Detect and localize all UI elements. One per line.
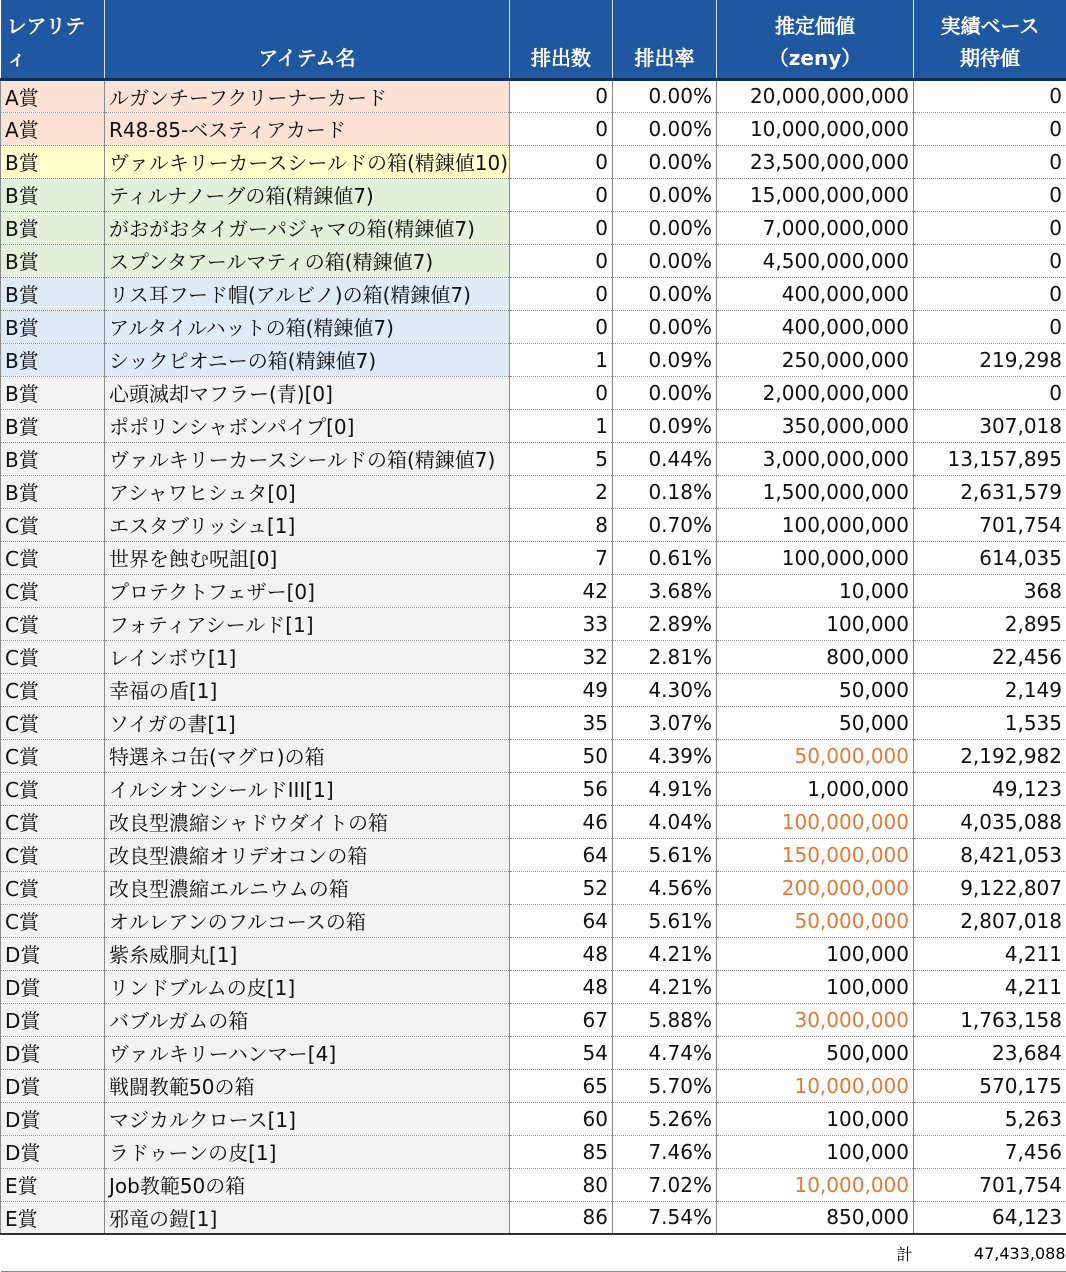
cell-drop-rate: 4.30% <box>613 673 717 706</box>
table-row <box>1 904 1066 937</box>
table-row <box>1 1102 1066 1135</box>
cell-estimated-value: 7,000,000,000 <box>717 211 914 244</box>
cell-item-name: 改良型濃縮シャドウダイトの箱 <box>105 805 510 838</box>
cell-estimated-value: 2,000,000,000 <box>717 376 914 409</box>
cell-expected-value: 0 <box>914 244 1066 277</box>
cell-drop-count: 8 <box>510 508 613 541</box>
cell-expected-value: 0 <box>914 112 1066 145</box>
cell-item-name: ヴァルキリーカースシールドの箱(精錬値10) <box>105 145 510 178</box>
total-blank <box>1 1234 717 1272</box>
cell-expected-value: 23,684 <box>914 1036 1066 1069</box>
cell-estimated-value: 1,000,000 <box>717 772 914 805</box>
cell-drop-rate: 4.21% <box>613 970 717 1003</box>
cell-rarity: E賞 <box>1 1168 105 1201</box>
cell-item-name: マジカルクロース[1] <box>105 1102 510 1135</box>
cell-item-name: スプンタアールマティの箱(精錬値7) <box>105 244 510 277</box>
cell-drop-rate: 0.09% <box>613 409 717 442</box>
cell-rarity: B賞 <box>1 211 105 244</box>
cell-expected-value: 0 <box>914 79 1066 112</box>
cell-rarity: B賞 <box>1 376 105 409</box>
cell-expected-value: 0 <box>914 376 1066 409</box>
cell-drop-count: 0 <box>510 145 613 178</box>
cell-drop-count: 7 <box>510 541 613 574</box>
cell-estimated-value: 10,000 <box>717 574 914 607</box>
table-row <box>1 112 1066 145</box>
cell-item-name: レインボウ[1] <box>105 640 510 673</box>
cell-drop-rate: 0.00% <box>613 145 717 178</box>
cell-drop-count: 64 <box>510 838 613 871</box>
cell-rarity: B賞 <box>1 475 105 508</box>
cell-item-name: リス耳フード帽(アルビノ)の箱(精錬値7) <box>105 277 510 310</box>
cell-estimated-value: 4,500,000,000 <box>717 244 914 277</box>
cell-estimated-value: 350,000,000 <box>717 409 914 442</box>
cell-estimated-value: 100,000 <box>717 1102 914 1135</box>
cell-drop-rate: 4.74% <box>613 1036 717 1069</box>
cell-expected-value: 1,763,158 <box>914 1003 1066 1036</box>
header-estimated-value <box>717 0 914 79</box>
table-row <box>1 706 1066 739</box>
cell-drop-rate: 0.70% <box>613 508 717 541</box>
table-row <box>1 937 1066 970</box>
table-row <box>1 475 1066 508</box>
cell-rarity: C賞 <box>1 904 105 937</box>
cell-expected-value: 4,211 <box>914 937 1066 970</box>
cell-rarity: D賞 <box>1 1069 105 1102</box>
cell-estimated-value: 3,000,000,000 <box>717 442 914 475</box>
table-row <box>1 343 1066 376</box>
cell-item-name: Job教範50の箱 <box>105 1168 510 1201</box>
cell-drop-rate: 0.61% <box>613 541 717 574</box>
cell-drop-count: 2 <box>510 475 613 508</box>
cell-drop-rate: 5.88% <box>613 1003 717 1036</box>
cell-estimated-value: 100,000 <box>717 970 914 1003</box>
cell-item-name: ティルナノーグの箱(精錬値7) <box>105 178 510 211</box>
cell-expected-value: 614,035 <box>914 541 1066 574</box>
cell-expected-value: 701,754 <box>914 1168 1066 1201</box>
cell-drop-count: 1 <box>510 343 613 376</box>
table-row <box>1 244 1066 277</box>
cell-item-name: フォティアシールド[1] <box>105 607 510 640</box>
table-row <box>1 541 1066 574</box>
cell-drop-count: 48 <box>510 970 613 1003</box>
cell-rarity: A賞 <box>1 112 105 145</box>
cell-item-name: リンドブルムの皮[1] <box>105 970 510 1003</box>
table-row <box>1 1201 1066 1234</box>
cell-estimated-value: 50,000,000 <box>717 739 914 772</box>
cell-expected-value: 8,421,053 <box>914 838 1066 871</box>
cell-item-name: 特選ネコ缶(マグロ)の箱 <box>105 739 510 772</box>
cell-drop-rate: 4.91% <box>613 772 717 805</box>
cell-drop-count: 0 <box>510 376 613 409</box>
cell-drop-count: 42 <box>510 574 613 607</box>
cell-drop-count: 52 <box>510 871 613 904</box>
cell-estimated-value: 200,000,000 <box>717 871 914 904</box>
cell-drop-rate: 5.61% <box>613 904 717 937</box>
cell-expected-value: 4,211 <box>914 970 1066 1003</box>
cell-rarity: C賞 <box>1 772 105 805</box>
cell-item-name: アシャワヒシュタ[0] <box>105 475 510 508</box>
header-expected-value-line1: 実績ベース <box>941 14 1040 38</box>
cell-drop-count: 0 <box>510 244 613 277</box>
header-expected-value <box>914 0 1066 79</box>
header-drop-count: 排出数 <box>510 0 613 79</box>
cell-expected-value: 0 <box>914 178 1066 211</box>
cell-estimated-value: 400,000,000 <box>717 277 914 310</box>
cell-drop-rate: 5.61% <box>613 838 717 871</box>
cell-rarity: D賞 <box>1 1036 105 1069</box>
cell-estimated-value: 20,000,000,000 <box>717 79 914 112</box>
table-row <box>1 772 1066 805</box>
table-row <box>1 178 1066 211</box>
table-row <box>1 805 1066 838</box>
table-row <box>1 838 1066 871</box>
cell-estimated-value: 23,500,000,000 <box>717 145 914 178</box>
cell-drop-rate: 0.00% <box>613 112 717 145</box>
cell-rarity: D賞 <box>1 1003 105 1036</box>
cell-drop-count: 48 <box>510 937 613 970</box>
cell-rarity: D賞 <box>1 937 105 970</box>
cell-rarity: D賞 <box>1 970 105 1003</box>
cell-expected-value: 2,631,579 <box>914 475 1066 508</box>
cell-item-name: 心頭滅却マフラー(青)[0] <box>105 376 510 409</box>
cell-drop-count: 54 <box>510 1036 613 1069</box>
cell-drop-count: 0 <box>510 112 613 145</box>
cell-rarity: B賞 <box>1 277 105 310</box>
cell-item-name: ルガンチーフクリーナーカード <box>105 79 510 112</box>
cell-item-name: イルシオンシールドIII[1] <box>105 772 510 805</box>
cell-rarity: B賞 <box>1 343 105 376</box>
cell-item-name: がおがおタイガーパジャマの箱(精錬値7) <box>105 211 510 244</box>
table-row <box>1 1003 1066 1036</box>
cell-drop-rate: 3.07% <box>613 706 717 739</box>
cell-rarity: E賞 <box>1 1201 105 1234</box>
cell-estimated-value: 30,000,000 <box>717 1003 914 1036</box>
cell-drop-rate: 0.00% <box>613 310 717 343</box>
table-row <box>1 211 1066 244</box>
cell-expected-value: 368 <box>914 574 1066 607</box>
cell-drop-count: 64 <box>510 904 613 937</box>
table-row <box>1 376 1066 409</box>
cell-item-name: ヴァルキリーカースシールドの箱(精錬値7) <box>105 442 510 475</box>
cell-item-name: アルタイルハットの箱(精錬値7) <box>105 310 510 343</box>
cell-rarity: C賞 <box>1 739 105 772</box>
cell-expected-value: 570,175 <box>914 1069 1066 1102</box>
cell-estimated-value: 400,000,000 <box>717 310 914 343</box>
cell-rarity: B賞 <box>1 178 105 211</box>
table-row <box>1 442 1066 475</box>
header-estimated-value-line2: （zeny） <box>769 46 861 70</box>
cell-drop-count: 0 <box>510 211 613 244</box>
cell-drop-count: 49 <box>510 673 613 706</box>
table-row <box>1 310 1066 343</box>
cell-expected-value: 4,035,088 <box>914 805 1066 838</box>
cell-drop-count: 60 <box>510 1102 613 1135</box>
cell-estimated-value: 50,000 <box>717 706 914 739</box>
cell-drop-count: 32 <box>510 640 613 673</box>
table-row <box>1 79 1066 112</box>
cell-estimated-value: 10,000,000 <box>717 1168 914 1201</box>
cell-rarity: B賞 <box>1 310 105 343</box>
cell-drop-rate: 5.70% <box>613 1069 717 1102</box>
cell-estimated-value: 50,000 <box>717 673 914 706</box>
cell-drop-count: 1 <box>510 409 613 442</box>
cell-item-name: エスタブリッシュ[1] <box>105 508 510 541</box>
cell-drop-rate: 5.26% <box>613 1102 717 1135</box>
cell-rarity: B賞 <box>1 244 105 277</box>
cell-drop-rate: 2.89% <box>613 607 717 640</box>
cell-rarity: C賞 <box>1 673 105 706</box>
table-row <box>1 409 1066 442</box>
cell-drop-rate: 7.54% <box>613 1201 717 1234</box>
cell-expected-value: 0 <box>914 277 1066 310</box>
cell-expected-value: 1,535 <box>914 706 1066 739</box>
cell-estimated-value: 1,500,000,000 <box>717 475 914 508</box>
cell-drop-count: 50 <box>510 739 613 772</box>
cell-expected-value: 9,122,807 <box>914 871 1066 904</box>
cell-rarity: C賞 <box>1 541 105 574</box>
cell-estimated-value: 100,000 <box>717 937 914 970</box>
cell-item-name: 改良型濃縮オリデオコンの箱 <box>105 838 510 871</box>
cell-drop-count: 0 <box>510 277 613 310</box>
cell-drop-rate: 4.56% <box>613 871 717 904</box>
cell-expected-value: 219,298 <box>914 343 1066 376</box>
cell-item-name: シックピオニーの箱(精錬値7) <box>105 343 510 376</box>
cell-drop-count: 0 <box>510 178 613 211</box>
cell-item-name: ラドゥーンの皮[1] <box>105 1135 510 1168</box>
cell-estimated-value: 15,000,000,000 <box>717 178 914 211</box>
table-row <box>1 508 1066 541</box>
cell-estimated-value: 150,000,000 <box>717 838 914 871</box>
cell-rarity: C賞 <box>1 607 105 640</box>
table-row <box>1 607 1066 640</box>
cell-rarity: A賞 <box>1 79 105 112</box>
cell-estimated-value: 850,000 <box>717 1201 914 1234</box>
cell-drop-count: 80 <box>510 1168 613 1201</box>
table-row <box>1 1036 1066 1069</box>
cell-drop-count: 85 <box>510 1135 613 1168</box>
cell-expected-value: 5,263 <box>914 1102 1066 1135</box>
cell-expected-value: 701,754 <box>914 508 1066 541</box>
table-row <box>1 871 1066 904</box>
cell-item-name: プロテクトフェザー[0] <box>105 574 510 607</box>
cell-item-name: ソイガの書[1] <box>105 706 510 739</box>
cell-drop-count: 56 <box>510 772 613 805</box>
cell-expected-value: 2,149 <box>914 673 1066 706</box>
cell-drop-count: 0 <box>510 79 613 112</box>
cell-item-name: 戦闘教範50の箱 <box>105 1069 510 1102</box>
cell-drop-count: 65 <box>510 1069 613 1102</box>
table-row <box>1 1135 1066 1168</box>
table-row <box>1 970 1066 1003</box>
cell-item-name: 改良型濃縮エルニウムの箱 <box>105 871 510 904</box>
cell-drop-rate: 2.81% <box>613 640 717 673</box>
cell-drop-rate: 0.44% <box>613 442 717 475</box>
cell-drop-rate: 4.04% <box>613 805 717 838</box>
cell-expected-value: 2,192,982 <box>914 739 1066 772</box>
cell-drop-rate: 7.02% <box>613 1168 717 1201</box>
header-drop-rate: 排出率 <box>613 0 717 79</box>
cell-item-name: 幸福の盾[1] <box>105 673 510 706</box>
cell-drop-rate: 0.00% <box>613 277 717 310</box>
cell-expected-value: 64,123 <box>914 1201 1066 1234</box>
header-item-name: アイテム名 <box>105 0 510 79</box>
cell-expected-value: 2,807,018 <box>914 904 1066 937</box>
cell-drop-rate: 0.18% <box>613 475 717 508</box>
cell-estimated-value: 50,000,000 <box>717 904 914 937</box>
cell-expected-value: 0 <box>914 211 1066 244</box>
table-row <box>1 145 1066 178</box>
cell-item-name: 世界を蝕む呪詛[0] <box>105 541 510 574</box>
cell-estimated-value: 10,000,000,000 <box>717 112 914 145</box>
cell-rarity: C賞 <box>1 805 105 838</box>
cell-rarity: C賞 <box>1 574 105 607</box>
cell-drop-count: 86 <box>510 1201 613 1234</box>
header-estimated-value-line1: 推定価値 <box>775 14 855 38</box>
cell-item-name: オルレアンのフルコースの箱 <box>105 904 510 937</box>
cell-estimated-value: 800,000 <box>717 640 914 673</box>
cell-drop-count: 35 <box>510 706 613 739</box>
cell-rarity: D賞 <box>1 1102 105 1135</box>
cell-rarity: B賞 <box>1 145 105 178</box>
cell-expected-value: 7,456 <box>914 1135 1066 1168</box>
cell-item-name: ポポリンシャボンパイプ[0] <box>105 409 510 442</box>
cell-item-name: ヴァルキリーハンマー[4] <box>105 1036 510 1069</box>
table-body <box>1 79 1066 1234</box>
table-row <box>1 277 1066 310</box>
cell-expected-value: 49,123 <box>914 772 1066 805</box>
table-row <box>1 574 1066 607</box>
cell-estimated-value: 250,000,000 <box>717 343 914 376</box>
cell-drop-rate: 0.00% <box>613 376 717 409</box>
cell-drop-count: 67 <box>510 1003 613 1036</box>
cell-drop-rate: 0.00% <box>613 79 717 112</box>
total-value: 47,433,088 <box>914 1234 1066 1272</box>
cell-drop-count: 33 <box>510 607 613 640</box>
cell-rarity: C賞 <box>1 508 105 541</box>
header-rarity: レアリティ <box>1 0 105 79</box>
cell-item-name: 紫糸威胴丸[1] <box>105 937 510 970</box>
header-expected-value-line2: 期待値 <box>960 46 1020 70</box>
total-row <box>1 1234 1066 1272</box>
cell-rarity: C賞 <box>1 706 105 739</box>
cell-expected-value: 0 <box>914 310 1066 343</box>
cell-rarity: C賞 <box>1 871 105 904</box>
table-row <box>1 1168 1066 1201</box>
cell-estimated-value: 100,000,000 <box>717 541 914 574</box>
cell-expected-value: 307,018 <box>914 409 1066 442</box>
cell-rarity: B賞 <box>1 442 105 475</box>
cell-rarity: C賞 <box>1 838 105 871</box>
cell-rarity: D賞 <box>1 1135 105 1168</box>
cell-item-name: 邪竜の鎧[1] <box>105 1201 510 1234</box>
cell-rarity: C賞 <box>1 640 105 673</box>
cell-drop-count: 46 <box>510 805 613 838</box>
cell-drop-count: 5 <box>510 442 613 475</box>
cell-drop-rate: 0.09% <box>613 343 717 376</box>
table-row <box>1 1069 1066 1102</box>
cell-estimated-value: 100,000,000 <box>717 805 914 838</box>
cell-expected-value: 2,895 <box>914 607 1066 640</box>
cell-drop-rate: 0.00% <box>613 211 717 244</box>
cell-item-name: R48-85-ベスティアカード <box>105 112 510 145</box>
cell-estimated-value: 100,000 <box>717 607 914 640</box>
cell-rarity: B賞 <box>1 409 105 442</box>
cell-estimated-value: 100,000 <box>717 1135 914 1168</box>
cell-drop-rate: 4.39% <box>613 739 717 772</box>
cell-expected-value: 13,157,895 <box>914 442 1066 475</box>
cell-item-name: バブルガムの箱 <box>105 1003 510 1036</box>
table-row <box>1 739 1066 772</box>
cell-estimated-value: 10,000,000 <box>717 1069 914 1102</box>
cell-drop-rate: 7.46% <box>613 1135 717 1168</box>
table-row <box>1 640 1066 673</box>
cell-drop-rate: 0.00% <box>613 178 717 211</box>
table-header <box>1 0 1066 79</box>
cell-drop-rate: 3.68% <box>613 574 717 607</box>
cell-estimated-value: 500,000 <box>717 1036 914 1069</box>
cell-drop-count: 0 <box>510 310 613 343</box>
total-label: 計 <box>717 1234 914 1272</box>
cell-drop-rate: 0.00% <box>613 244 717 277</box>
cell-estimated-value: 100,000,000 <box>717 508 914 541</box>
table-row <box>1 673 1066 706</box>
cell-drop-rate: 4.21% <box>613 937 717 970</box>
cell-expected-value: 22,456 <box>914 640 1066 673</box>
cell-expected-value: 0 <box>914 145 1066 178</box>
